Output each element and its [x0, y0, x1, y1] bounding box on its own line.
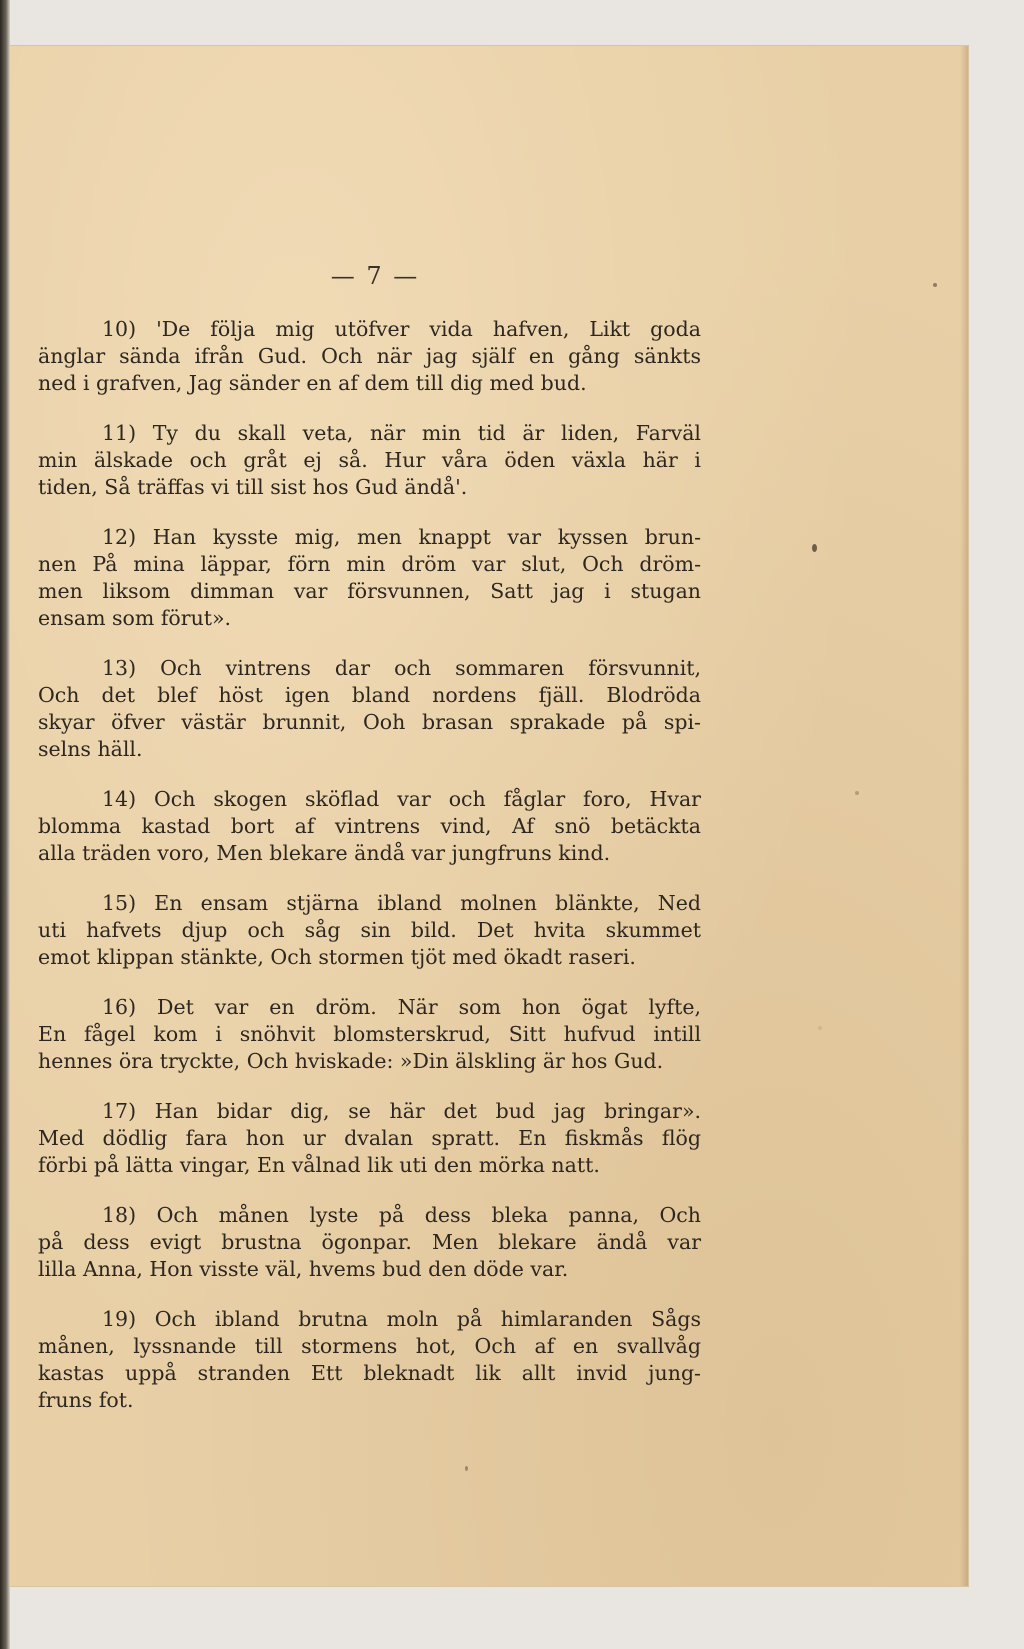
stanza-line: 14) Och skogen sköflad var och fåglar foro, Hvar [102, 787, 701, 811]
stanza-line: förbi på lätta vingar, En vålnad lik uti den mörka natt. [38, 1153, 600, 1177]
stanza-line: nen På mina läppar, förn min dröm var slut, Och dröm- [38, 552, 701, 576]
stanza-line: på dess evigt brustna ögonpar. Men blekare ändå var [38, 1230, 701, 1254]
stanza-line: änglar sända ifrån Gud. Och när jag själf en gång sänkts [38, 344, 701, 368]
poem-text [38, 316, 701, 1437]
stanza-line: 12) Han kysste mig, men knappt var kyssen brun- [102, 525, 701, 549]
stanza-line: månen, lyssnande till stormens hot, Och af en svallvåg [38, 1334, 701, 1358]
stanza-line: En fågel kom i snöhvit blomsterskrud, Sitt hufvud intill [38, 1022, 701, 1046]
stanza-line: 18) Och månen lyste på dess bleka panna, Och [102, 1203, 701, 1227]
book-page [10, 46, 968, 1586]
stanza-14 [38, 786, 701, 867]
stanza-16 [38, 994, 701, 1075]
stanza-19 [38, 1306, 701, 1414]
stanza-line: ensam som förut». [38, 606, 232, 630]
paper-speck [933, 283, 937, 287]
stanza-line: Och det blef höst igen bland nordens fjäll. Blodröda [38, 683, 701, 707]
stanza-line: alla träden voro, Men blekare ändå var jungfruns kind. [38, 841, 611, 865]
paper-speck [812, 544, 817, 552]
stanza-10 [38, 316, 701, 397]
stanza-line: blomma kastad bort af vintrens vind, Af snö betäckta [38, 814, 701, 838]
stanza-line: 10) 'De följa mig utöfver vida hafven, Likt goda [102, 317, 701, 341]
stanza-line: emot klippan stänkte, Och stormen tjöt med ökadt raseri. [38, 945, 636, 969]
stanza-line: 19) Och ibland brutna moln på himlaranden Sågs [102, 1307, 701, 1331]
stanza-line: hennes öra tryckte, Och hviskade: »Din älskling är hos Gud. [38, 1049, 664, 1073]
paper-speck [855, 791, 859, 795]
stanza-line: kastas uppå stranden Ett bleknadt lik allt invid jung- [38, 1361, 701, 1385]
stanza-line: 11) Ty du skall veta, när min tid är liden, Farväl [102, 421, 701, 445]
paper-speck [465, 1466, 468, 1471]
stanza-line: 16) Det var en dröm. När som hon ögat lyfte, [102, 995, 701, 1019]
stanza-13 [38, 655, 701, 763]
stanza-line: min älskade och gråt ej så. Hur våra öden växla här i [38, 448, 701, 472]
stanza-line: uti hafvets djup och såg sin bild. Det hvita skummet [38, 918, 701, 942]
stanza-line: fruns fot. [38, 1388, 134, 1412]
page-number: — 7 — [330, 262, 420, 290]
stanza-line: 13) Och vintrens dar och sommaren försvunnit, [102, 656, 701, 680]
stanza-line: tiden, Så träffas vi till sist hos Gud ändå'. [38, 475, 468, 499]
stanza-18 [38, 1202, 701, 1283]
stanza-line: Med dödlig fara hon ur dvalan spratt. En fiskmås flög [38, 1126, 701, 1150]
stanza-line: selns häll. [38, 737, 143, 761]
stanza-line: lilla Anna, Hon visste väl, hvems bud den döde var. [38, 1257, 569, 1281]
stanza-line: ned i grafven, Jag sänder en af dem till dig med bud. [38, 371, 587, 395]
page-edge-shadow [960, 46, 968, 1586]
stanza-line: 17) Han bidar dig, se här det bud jag bringar». [102, 1099, 701, 1123]
paper-speck [818, 1026, 822, 1030]
stanza-line: 15) En ensam stjärna ibland molnen blänkte, Ned [102, 891, 701, 915]
stanza-12 [38, 524, 701, 632]
stanza-line: skyar öfver västär brunnit, Ooh brasan sprakade på spi- [38, 710, 701, 734]
stanza-line: men liksom dimman var försvunnen, Satt jag i stugan [38, 579, 701, 603]
stanza-11 [38, 420, 701, 501]
stanza-15 [38, 890, 701, 971]
stanza-17 [38, 1098, 701, 1179]
scan-left-edge [0, 0, 10, 1649]
